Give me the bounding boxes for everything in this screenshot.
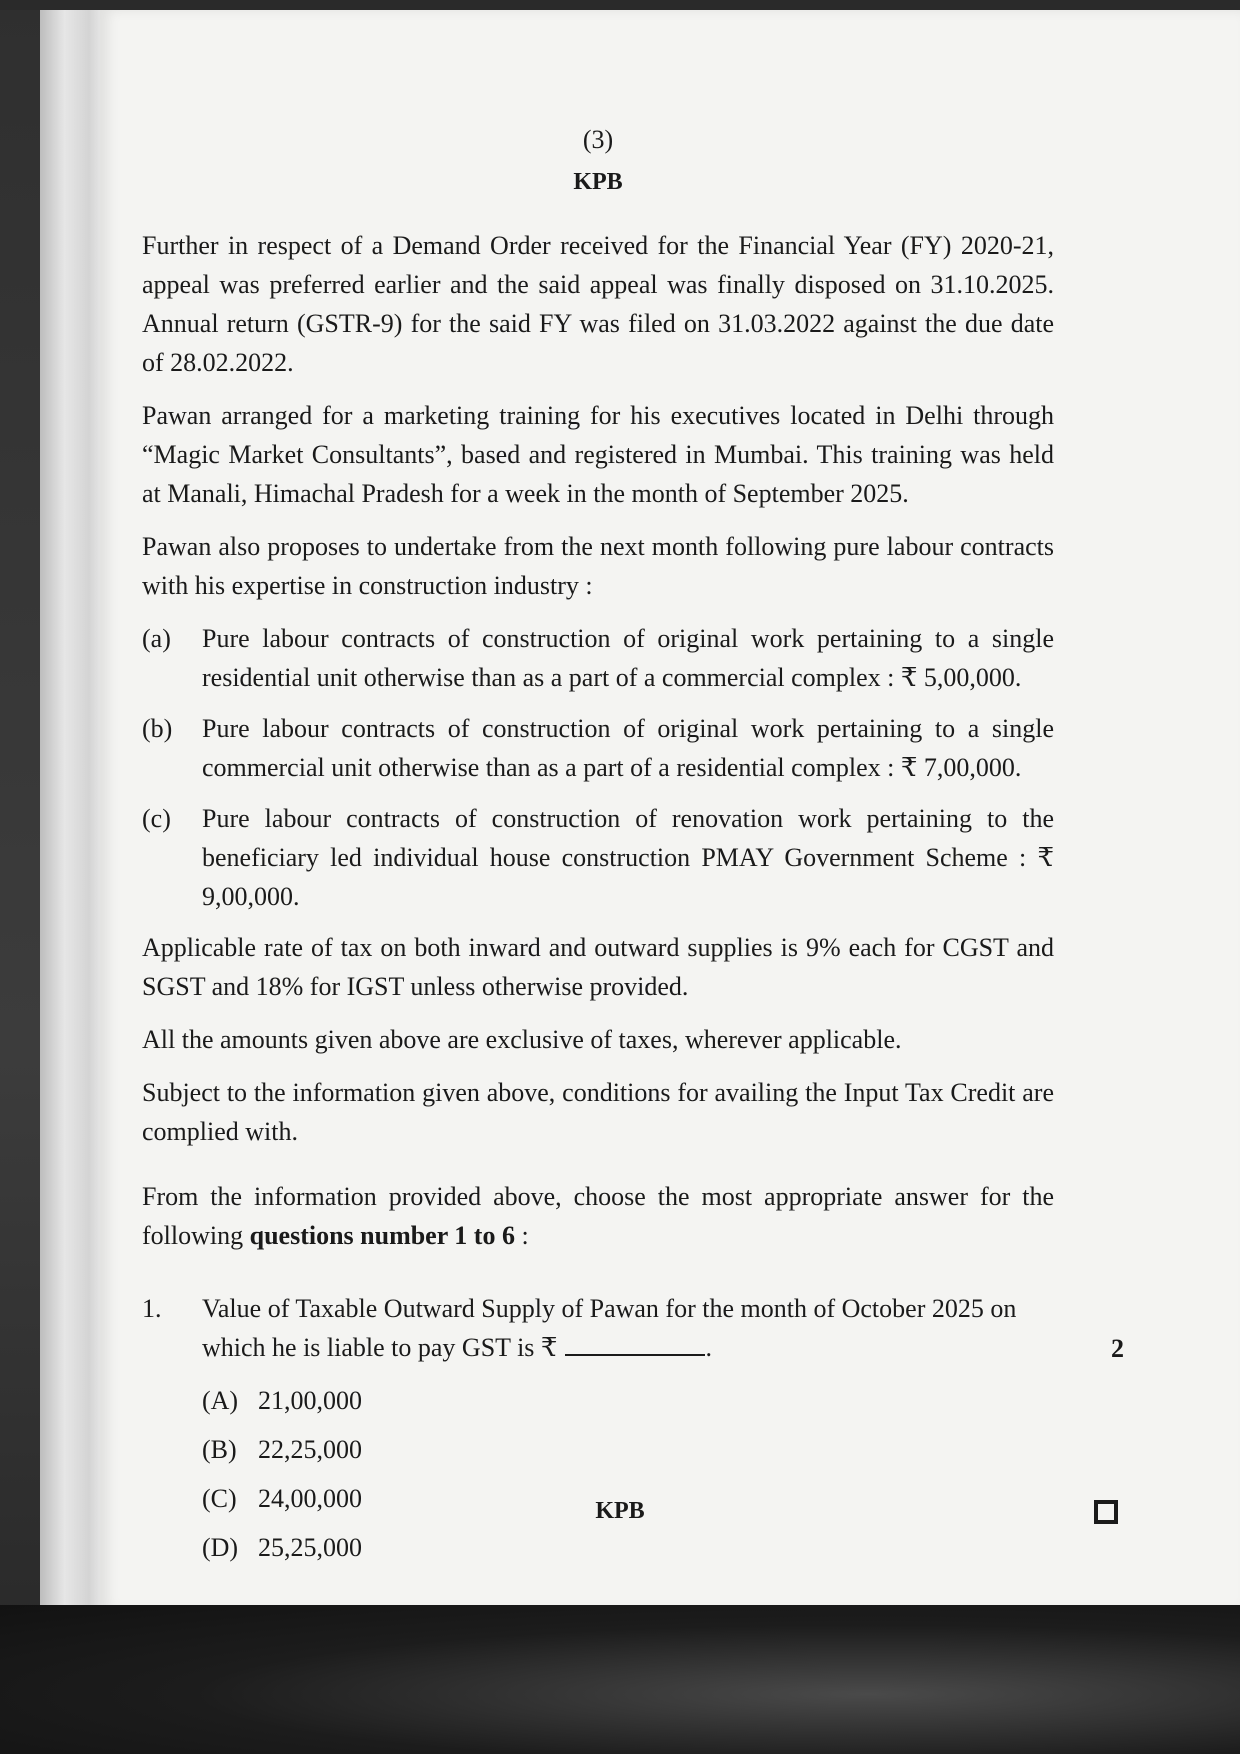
page-number: (3) [582,125,614,154]
instruction-prefix: From the information provided above, choose the most appropriate answer for the following [142,1182,1054,1250]
page-content [142,120,1124,1577]
option-a [202,1381,1054,1420]
contract-text: Pure labour contracts of construction of renovation work pertaining to the beneficiary led individual house construction PMAY Government Scheme : ₹ 9,00,000. [202,804,1054,911]
contract-label: (b) [142,714,173,743]
header-code: KPB [573,169,623,195]
option-value: 24,00,000 [258,1484,362,1513]
contract-label: (c) [142,804,171,833]
corner-square-icon [1094,1500,1118,1524]
option-label: (B) [202,1435,237,1464]
question-text-wrap [202,1289,1054,1367]
question-end: . [705,1333,712,1362]
option-b [202,1430,1054,1469]
question-marks: 2 [1111,1334,1124,1363]
contract-item-a [142,619,1054,697]
contract-item-c [142,799,1054,916]
question-1 [142,1289,1124,1367]
note-tax-rate: Applicable rate of tax on both inward and outward supplies is 9% each for CGST and SGST and 18% for IGST unless otherwise provided. [142,933,1054,1001]
question-number: 1. [142,1294,162,1323]
contract-item-b [142,709,1054,787]
note-itc-conditions: Subject to the information given above, conditions for availing the Input Tax Credit are complied with. [142,1078,1054,1146]
paragraph-marketing-training: Pawan arranged for a marketing training for his executives located in Delhi through “Magic Market Consultants”, based and registered in Mumbai. This training was held at Manali, Himachal Pradesh for a week in the month of September 2025. [142,401,1054,508]
option-value: 21,00,000 [258,1386,362,1415]
contract-label: (a) [142,624,171,653]
option-d [202,1528,1054,1567]
paragraph-labour-contracts-intro: Pawan also proposes to undertake from the next month following pure labour contracts with his expertise in construction industry : [142,532,1054,600]
option-label: (D) [202,1533,239,1562]
answer-options [202,1381,1054,1567]
instruction-bold: questions number 1 to 6 [249,1221,515,1250]
scan-top-edge [0,0,1240,10]
instruction-suffix: : [514,1221,529,1250]
instruction [142,1177,1054,1255]
option-label: (A) [202,1386,239,1415]
scan-bottom-shadow [0,1605,1240,1754]
answer-blank [565,1330,705,1356]
contract-text: Pure labour contracts of construction of original work pertaining to a single residential unit otherwise than as a part of a commercial complex : ₹ 5,00,000. [202,624,1054,692]
option-value: 22,25,000 [258,1435,362,1464]
footer-code: KPB [595,1498,645,1524]
question-text: Value of Taxable Outward Supply of Pawan for the month of October 2025 on which he is liable to pay GST is ₹ [202,1294,1017,1362]
note-exclusive-taxes: All the amounts given above are exclusive of taxes, wherever applicable. [142,1025,902,1054]
contract-text: Pure labour contracts of construction of original work pertaining to a single commercial unit otherwise than as a part of a residential complex : ₹ 7,00,000. [202,714,1054,782]
paragraph-demand-order: Further in respect of a Demand Order received for the Financial Year (FY) 2020-21, appeal was preferred earlier and the said appeal was finally disposed on 31.10.2025. Annual return (GSTR-9) for the said FY was filed on 31.03.2022 against the due date of 28.02.2022. [142,231,1054,377]
option-label: (C) [202,1484,237,1513]
option-value: 25,25,000 [258,1533,362,1562]
